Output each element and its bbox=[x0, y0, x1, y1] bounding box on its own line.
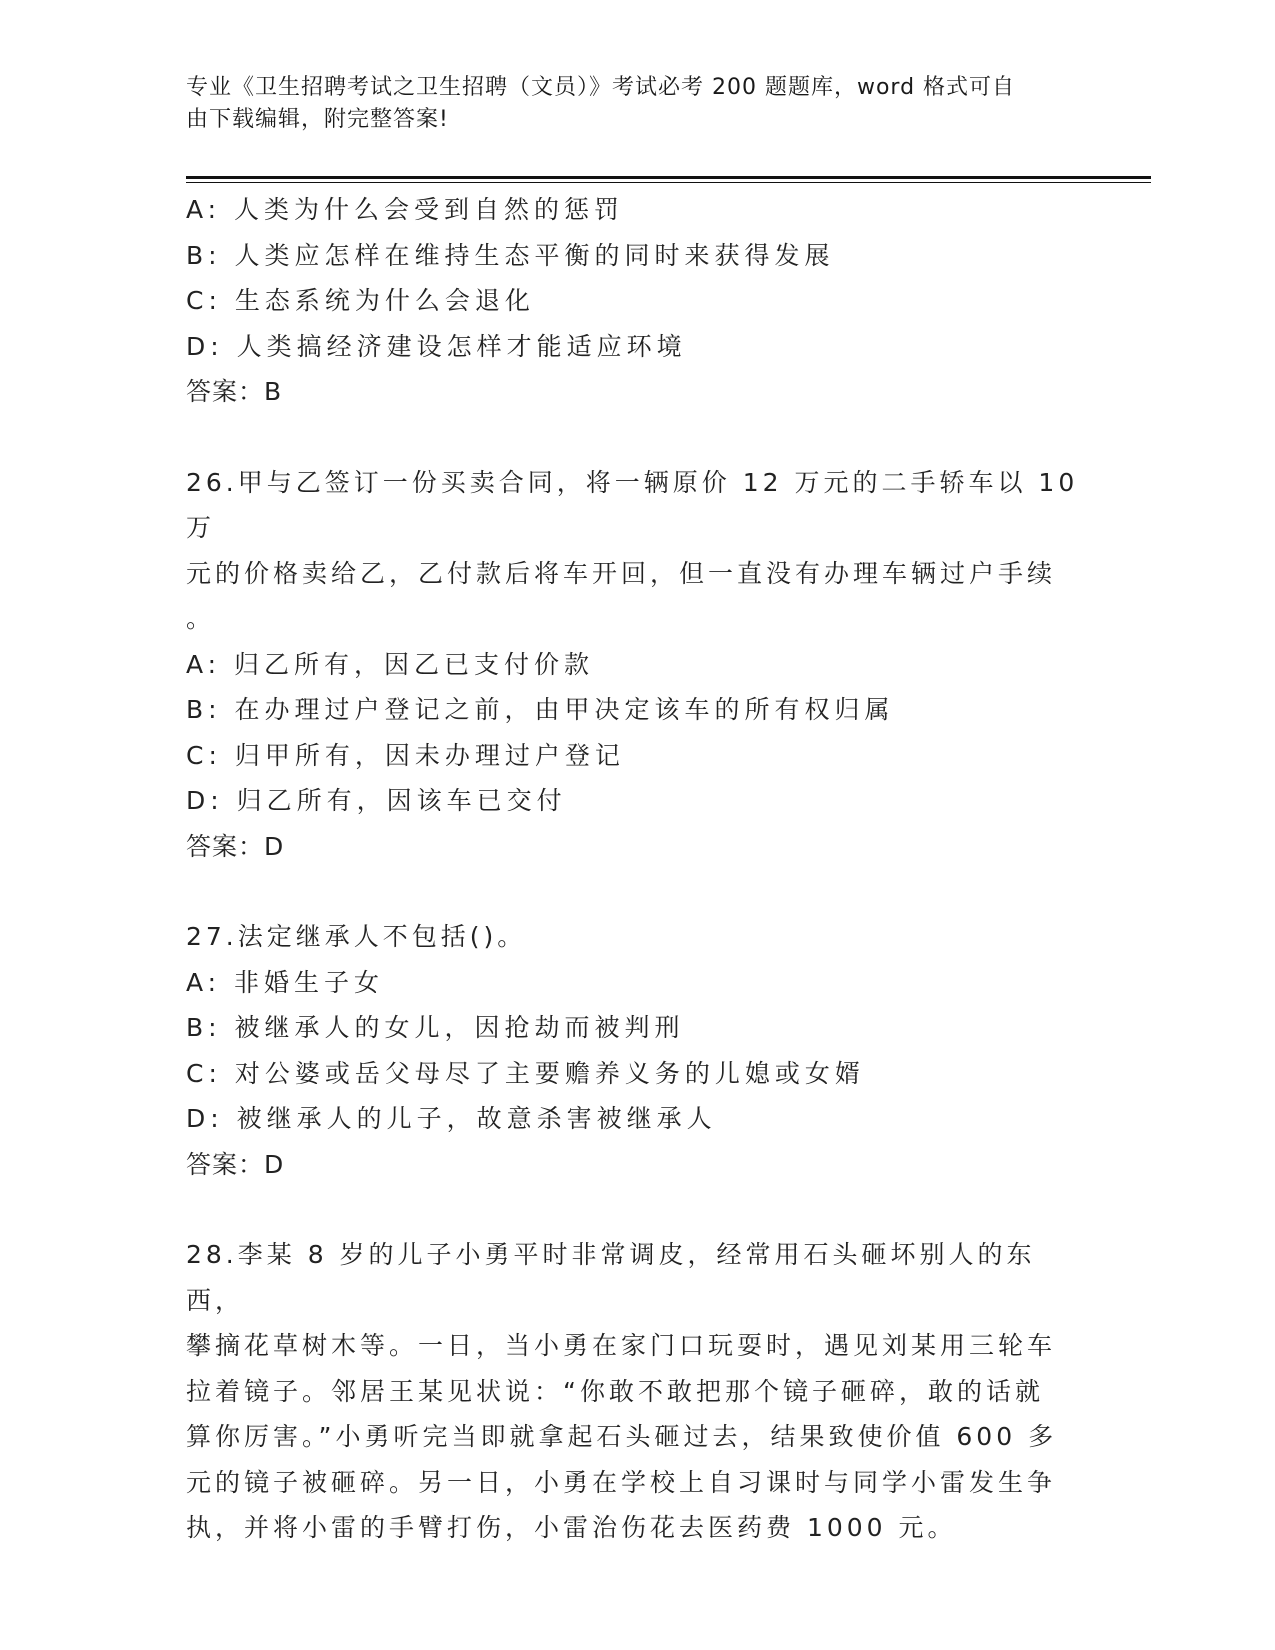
option-a: A: 人类为什么会受到自然的惩罚 bbox=[186, 195, 625, 224]
question-stem-line: 元的镜子被砸碎。另一日，小勇在学校上自习课时与同学小雷发生争 bbox=[186, 1467, 1057, 1497]
header-line-1: 专业《卫生招聘考试之卫生招聘（文员）》考试必考 200 题题库，word 格式可自 bbox=[186, 75, 1016, 100]
header-rule-thin bbox=[186, 182, 1151, 183]
question-stem-line: 算你厉害。”小勇听完当即就拿起石头砸过去，结果致使价值 600 多 bbox=[186, 1422, 1058, 1451]
answer-line: 答案：D bbox=[186, 831, 285, 861]
question-stem-line: 26.甲与乙签订一份买卖合同，将一辆原价 12 万元的二手轿车以 10 万 bbox=[186, 467, 1079, 542]
header-rule-thick bbox=[186, 176, 1151, 179]
question-stem-line: 。 bbox=[186, 604, 216, 633]
answer-line: 答案：D bbox=[186, 1149, 285, 1179]
option-d: D: 被继承人的儿子，故意杀害被继承人 bbox=[186, 1104, 717, 1133]
option-d: D: 归乙所有，因该车已交付 bbox=[186, 786, 567, 815]
option-d: D: 人类搞经济建设怎样才能适应环境 bbox=[186, 331, 687, 361]
question-stem-line: 执，并将小雷的手臂打伤，小雷治伤花去医药费 1000 元。 bbox=[186, 1513, 957, 1542]
question-28 bbox=[186, 1232, 1086, 1551]
option-b: B: 在办理过户登记之前，由甲决定该车的所有权归属 bbox=[186, 695, 895, 724]
question-stem-line: 27.法定继承人不包括()。 bbox=[186, 922, 527, 951]
option-a: A: 非婚生子女 bbox=[186, 967, 385, 997]
question-25 bbox=[186, 187, 1086, 415]
option-c: C: 归甲所有，因未办理过户登记 bbox=[186, 740, 625, 770]
question-stem-line: 拉着镜子。邻居王某见状说：“你敢不敢把那个镜子砸碎，敢的话就 bbox=[186, 1376, 1044, 1406]
answer-line: 答案：B bbox=[186, 377, 283, 406]
option-a: A: 归乙所有，因乙已支付价款 bbox=[186, 649, 595, 679]
option-c: C: 生态系统为什么会退化 bbox=[186, 286, 535, 315]
question-27 bbox=[186, 914, 1086, 1187]
question-26 bbox=[186, 460, 1086, 870]
question-stem-line: 28.李某 8 岁的儿子小勇平时非常调皮，经常用石头砸坏别人的东西， bbox=[186, 1240, 1036, 1315]
question-stem-line: 元的价格卖给乙，乙付款后将车开回，但一直没有办理车辆过户手续 bbox=[186, 558, 1057, 588]
option-c: C: 对公婆或岳父母尽了主要赡养义务的儿媳或女婿 bbox=[186, 1058, 865, 1088]
header-line-2: 由下载编辑，附完整答案! bbox=[186, 107, 449, 132]
question-stem-line: 攀摘花草树木等。一日，当小勇在家门口玩耍时，遇见刘某用三轮车 bbox=[186, 1331, 1057, 1360]
option-b: B: 被继承人的女儿，因抢劫而被判刑 bbox=[186, 1013, 685, 1042]
document-header bbox=[186, 72, 1066, 136]
option-b: B: 人类应怎样在维持生态平衡的同时来获得发展 bbox=[186, 240, 835, 270]
question-list bbox=[186, 187, 1086, 1551]
